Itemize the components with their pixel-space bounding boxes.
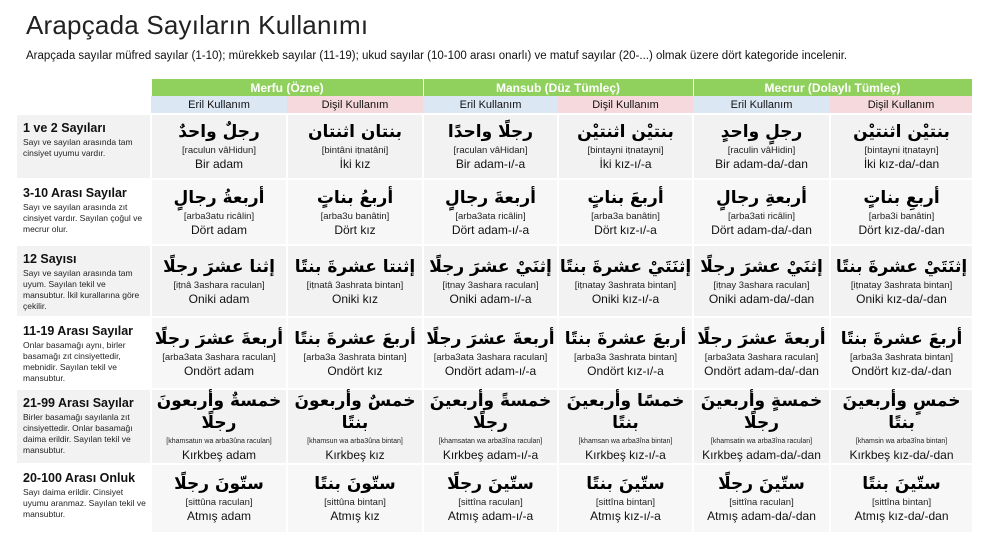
transliteration: [arba3atu ricâlin] (183, 210, 255, 222)
turkish-translation: Oniki kız (331, 291, 378, 306)
arabic-phrase: أربعَ عشرةَ بنتًا (564, 328, 687, 349)
arabic-phrase: خمسٍ وأربعينَ بنتًا (842, 391, 961, 433)
arabic-phrase: خمسةٌ وأربعونَ رجلًا (156, 391, 282, 433)
arabic-phrase: إثنتا عشرةَ بنتًا (294, 256, 416, 277)
table-cell (423, 179, 558, 245)
table-cell (287, 114, 423, 179)
turkish-translation: İki kız-ı/-a (599, 157, 652, 171)
turkish-translation: Dört adam-da/-dan (711, 222, 812, 237)
transliteration: [khamsun wa arba3ûna bintan] (307, 438, 403, 445)
row-label (17, 464, 151, 532)
subheader-feminine: Dişil Kullanım (287, 96, 423, 114)
table-cell (151, 179, 287, 245)
transliteration: [raculan vâHidan] (453, 145, 528, 156)
table-cell (830, 114, 972, 179)
table-cell (693, 179, 830, 245)
arabic-phrase: بنتان اثنتان (307, 122, 403, 142)
transliteration: [sittîna bintan] (595, 497, 656, 508)
table-row (17, 389, 972, 464)
table-cell (693, 464, 830, 532)
corner-cell (17, 96, 151, 114)
transliteration: [khamsatan wa arba3îna raculan] (438, 438, 543, 445)
turkish-translation: Atmış adam-ı/-a (447, 509, 534, 523)
corner-cell (17, 79, 151, 96)
turkish-translation: Ondört adam (183, 363, 255, 378)
numbers-table (17, 79, 973, 532)
arabic-phrase: أربعةَ عشرَ رجلًا (697, 328, 826, 349)
row-description: Onlar basamağı aynı, birler basamağı zıt cinsiyettedir, mebnidir. Sayılan tekil ve mansubtur. (23, 340, 126, 383)
turkish-translation: Atmış adam-da/-dan (707, 509, 816, 523)
table-cell (693, 317, 830, 389)
arabic-phrase: رجلًا واحدًا (447, 122, 534, 142)
arabic-phrase: رجلٌ واحدٌ (178, 122, 260, 142)
row-title: 11-19 Arası Sayılar (23, 324, 134, 338)
turkish-translation: Oniki adam (188, 291, 250, 306)
turkish-translation: İki kız (339, 157, 371, 171)
turkish-translation: Dört adam (190, 222, 248, 237)
turkish-translation: Kırkbeş adam (181, 448, 257, 462)
table-cell (558, 317, 693, 389)
turkish-translation: Dört kız (334, 222, 376, 237)
table-cell (558, 114, 693, 179)
arabic-phrase: خمسًا وأربعينَ بنتًا (566, 391, 685, 433)
arabic-phrase: أربعَ عشرةَ بنتًا (840, 328, 963, 349)
row-description: Birler basamağı sayılanla zıt cinsiyettedir. Onlar basamağı daima erildir. Sayılan tekil ve mansubtur. (23, 412, 133, 455)
page-title: Arapçada Sayıların Kullanımı (26, 10, 369, 40)
table-row (17, 179, 972, 245)
transliteration: [bintayni iṭnatayn] (864, 145, 939, 156)
table-row (17, 317, 972, 389)
transliteration: [iṭnatâ 3ashrata bintan] (306, 279, 404, 291)
table-cell (423, 114, 558, 179)
table-cell (151, 114, 287, 179)
arabic-phrase: خمسةٍ وأربعينَ رجلًا (700, 391, 823, 433)
arabic-phrase: أربعةَ رجالٍ (445, 187, 536, 208)
arabic-phrase: إثنَتَيْ عشرةَ بنتًا (559, 256, 692, 277)
turkish-translation: Ondört kız-ı/-a (587, 363, 664, 378)
subheader-feminine: Dişil Kullanım (830, 96, 972, 114)
arabic-phrase: أربعُ بناتٍ (316, 187, 394, 208)
subheader-feminine: Dişil Kullanım (558, 96, 693, 114)
transliteration: [raculun vâHidun] (182, 145, 256, 156)
arabic-phrase: أربعَ بناتٍ (587, 187, 664, 208)
table-row (17, 114, 972, 179)
turkish-translation: Atmış kız-da/-dan (854, 509, 949, 523)
turkish-translation: Ondört kız-da/-dan (851, 363, 952, 378)
table-cell (151, 245, 287, 317)
turkish-translation: Ondört adam-da/-dan (704, 363, 819, 378)
turkish-translation: İki kız-da/-dan (863, 157, 940, 171)
table-cell (287, 245, 423, 317)
row-description: Sayı ve sayılan arasında tam uyum. Sayılan tekil ve mansubtur. İkil kurallarına göre çekilir. (23, 268, 140, 311)
transliteration: [arba3u banâtin] (320, 210, 390, 222)
table-cell (287, 317, 423, 389)
turkish-translation: Oniki kız-da/-dan (856, 291, 947, 306)
turkish-translation: Oniki kız-ı/-a (591, 291, 660, 306)
arabic-phrase: بنتيْن اثنتيْن (853, 122, 950, 142)
transliteration: [iṭnatay 3ashrata bintan] (850, 279, 953, 291)
table-cell (287, 464, 423, 532)
turkish-translation: Kırkbeş adam-da/-dan (702, 448, 821, 462)
subheader-masculine: Eril Kullanım (423, 96, 558, 114)
table-cell (151, 389, 287, 464)
row-label (17, 317, 151, 389)
arabic-phrase: إثنا عشرَ رجلًا (163, 256, 275, 277)
transliteration: [sittîna bintan] (871, 497, 932, 508)
group-header-row (17, 79, 972, 96)
row-title: 21-99 Arası Sayılar (23, 396, 134, 410)
transliteration: [arba3ata 3ashara raculan] (162, 351, 276, 363)
transliteration: [khamsatin wa arba3îna raculan] (710, 438, 813, 445)
table-cell (287, 389, 423, 464)
turkish-translation: Bir adam (194, 157, 244, 171)
transliteration: [iṭnay 3ashara raculan] (713, 279, 810, 291)
transliteration: [arba3a 3ashrata bintan] (574, 351, 677, 363)
transliteration: [arba3ata ricâlin] (455, 210, 526, 222)
transliteration: [bintayni iṭnatayni] (587, 145, 664, 156)
group-header-merfu: Merfu (Özne) (151, 79, 423, 96)
table-cell (693, 114, 830, 179)
arabic-phrase: خمسٌ وأربعونَ بنتًا (294, 391, 416, 433)
row-description: Sayı daima erildir. Cinsiyet uyumu aranmaz. Sayılan tekil ve mansubtur. (23, 487, 146, 519)
arabic-phrase: أربعةَ عشرَ رجلًا (154, 328, 284, 349)
turkish-translation: Kırkbeş kız (325, 448, 385, 462)
turkish-translation: Atmış kız (330, 509, 380, 523)
turkish-translation: Kırkbeş kız-da/-dan (849, 448, 954, 462)
row-label (17, 245, 151, 317)
turkish-translation: Dört adam-ı/-a (451, 222, 530, 237)
table-cell (151, 317, 287, 389)
row-title: 20-100 Arası Onluk (23, 471, 136, 485)
transliteration: [iṭnatay 3ashrata bintan] (574, 279, 677, 291)
arabic-phrase: أربعِ بناتٍ (863, 187, 940, 208)
arabic-phrase: أربعةُ رجالٍ (173, 187, 265, 208)
turkish-translation: Atmış adam (186, 509, 252, 523)
arabic-phrase: ستّينَ بنتًا (862, 474, 941, 494)
group-header-mecrur: Mecrur (Dolaylı Tümleç) (693, 79, 972, 96)
row-label (17, 389, 151, 464)
transliteration: [khamsin wa arba3îna bintan] (855, 438, 948, 445)
table-cell (830, 245, 972, 317)
arabic-phrase: بنتيْن اثنتيْن (577, 122, 674, 142)
table-cell (830, 317, 972, 389)
turkish-translation: Oniki adam-ı/-a (449, 291, 532, 306)
group-header-mansub: Mansub (Düz Tümleç) (423, 79, 693, 96)
turkish-translation: Atmış kız-ı/-a (590, 509, 661, 523)
transliteration: [khamsan wa arba3îna bintan] (578, 438, 673, 445)
turkish-translation: Bir adam-da/-dan (715, 157, 808, 171)
table-cell (830, 389, 972, 464)
table-body (17, 114, 972, 532)
transliteration: [sittîna raculan] (458, 497, 523, 508)
table-cell (151, 464, 287, 532)
transliteration: [sittîna raculan] (729, 497, 794, 508)
page-subtitle: Arapçada sayılar müfred sayılar (1-10); mürekkeb sayılar (11-19); ukud sayılar (10-100 arası onarlı) ve matuf sayılar (20-...) olmak üzere dört kategoride incelenir. (26, 50, 848, 62)
row-title: 1 ve 2 Sayıları (23, 121, 106, 135)
arabic-phrase: ستّونَ رجلًا (174, 474, 264, 494)
turkish-translation: Kırkbeş kız-ı/-a (585, 448, 666, 462)
table-cell (558, 464, 693, 532)
turkish-translation: Bir adam-ı/-a (455, 157, 526, 171)
table-cell (423, 317, 558, 389)
transliteration: [raculin vâHidin] (727, 145, 796, 156)
arabic-phrase: أربعةَ عشرَ رجلًا (426, 328, 555, 349)
arabic-phrase: إثنَتَيْ عشرةَ بنتًا (835, 256, 968, 277)
transliteration: [arba3a 3ashrata bintan] (850, 351, 954, 363)
table-cell (830, 179, 972, 245)
turkish-translation: Dört kız-ı/-a (594, 222, 657, 237)
transliteration: [arba3ati ricâlin] (727, 210, 796, 222)
table-cell (558, 389, 693, 464)
arabic-phrase: إثنَيْ عشرَ رجلًا (429, 256, 552, 277)
table-cell (693, 245, 830, 317)
transliteration: [bintâni iṭnatâni] (321, 145, 389, 156)
row-title: 12 Sayısı (23, 252, 77, 266)
turkish-translation: Dört kız-da/-dan (858, 222, 945, 237)
row-description: Sayı ve sayılan arasında tam cinsiyet uyumu vardır. (23, 137, 133, 158)
turkish-translation: Ondört kız (327, 363, 383, 378)
table-cell (558, 179, 693, 245)
arabic-phrase: ستّينَ رجلًا (718, 474, 805, 494)
row-label (17, 114, 151, 179)
subheader-masculine: Eril Kullanım (151, 96, 287, 114)
transliteration: [arba3ata 3ashara raculan] (704, 351, 819, 363)
arabic-phrase: ستّينَ بنتًا (586, 474, 665, 494)
transliteration: [khamsatun wa arba3ûna raculan] (166, 438, 272, 445)
arabic-phrase: إثنَيْ عشرَ رجلًا (700, 256, 823, 277)
turkish-translation: Oniki adam-da/-dan (708, 291, 815, 306)
table-row (17, 245, 972, 317)
table-cell (693, 389, 830, 464)
transliteration: [arba3ata 3ashara raculan] (433, 351, 548, 363)
table-cell (423, 245, 558, 317)
turkish-translation: Kırkbeş adam-ı/-a (442, 448, 539, 462)
row-label (17, 179, 151, 245)
subheader-masculine: Eril Kullanım (693, 96, 830, 114)
table-cell (287, 179, 423, 245)
turkish-translation: Ondört adam-ı/-a (444, 363, 537, 378)
transliteration: [arba3a banâtin] (591, 210, 660, 222)
arabic-phrase: رجلٍ واحدٍ (720, 122, 803, 142)
arabic-phrase: أربعَ عشرةَ بنتًا (294, 328, 416, 349)
table-cell (423, 389, 558, 464)
transliteration: [iṭnâ 3ashara raculan] (173, 279, 265, 291)
table-cell (830, 464, 972, 532)
table-cell (558, 245, 693, 317)
transliteration: [arba3a 3ashrata bintan] (303, 351, 407, 363)
arabic-phrase: أربعةِ رجالٍ (716, 187, 808, 208)
transliteration: [arba3i banâtin] (868, 210, 935, 222)
row-description: Sayı ve sayılan arasında zıt cinsiyet vardır. Sayılan çoğul ve mecrur olur. (23, 202, 143, 234)
row-title: 3-10 Arası Sayılar (23, 186, 127, 200)
transliteration: [iṭnay 3ashara raculan] (442, 279, 539, 291)
gender-header-row (17, 96, 972, 114)
arabic-phrase: ستّينَ رجلًا (447, 474, 534, 494)
transliteration: [sittûna raculan] (185, 497, 253, 508)
table-row (17, 464, 972, 532)
transliteration: [sittûna bintan] (324, 497, 386, 508)
arabic-phrase: ستّونَ بنتًا (314, 474, 396, 494)
table-cell (423, 464, 558, 532)
arabic-phrase: خمسةً وأربعينَ رجلًا (429, 391, 552, 433)
